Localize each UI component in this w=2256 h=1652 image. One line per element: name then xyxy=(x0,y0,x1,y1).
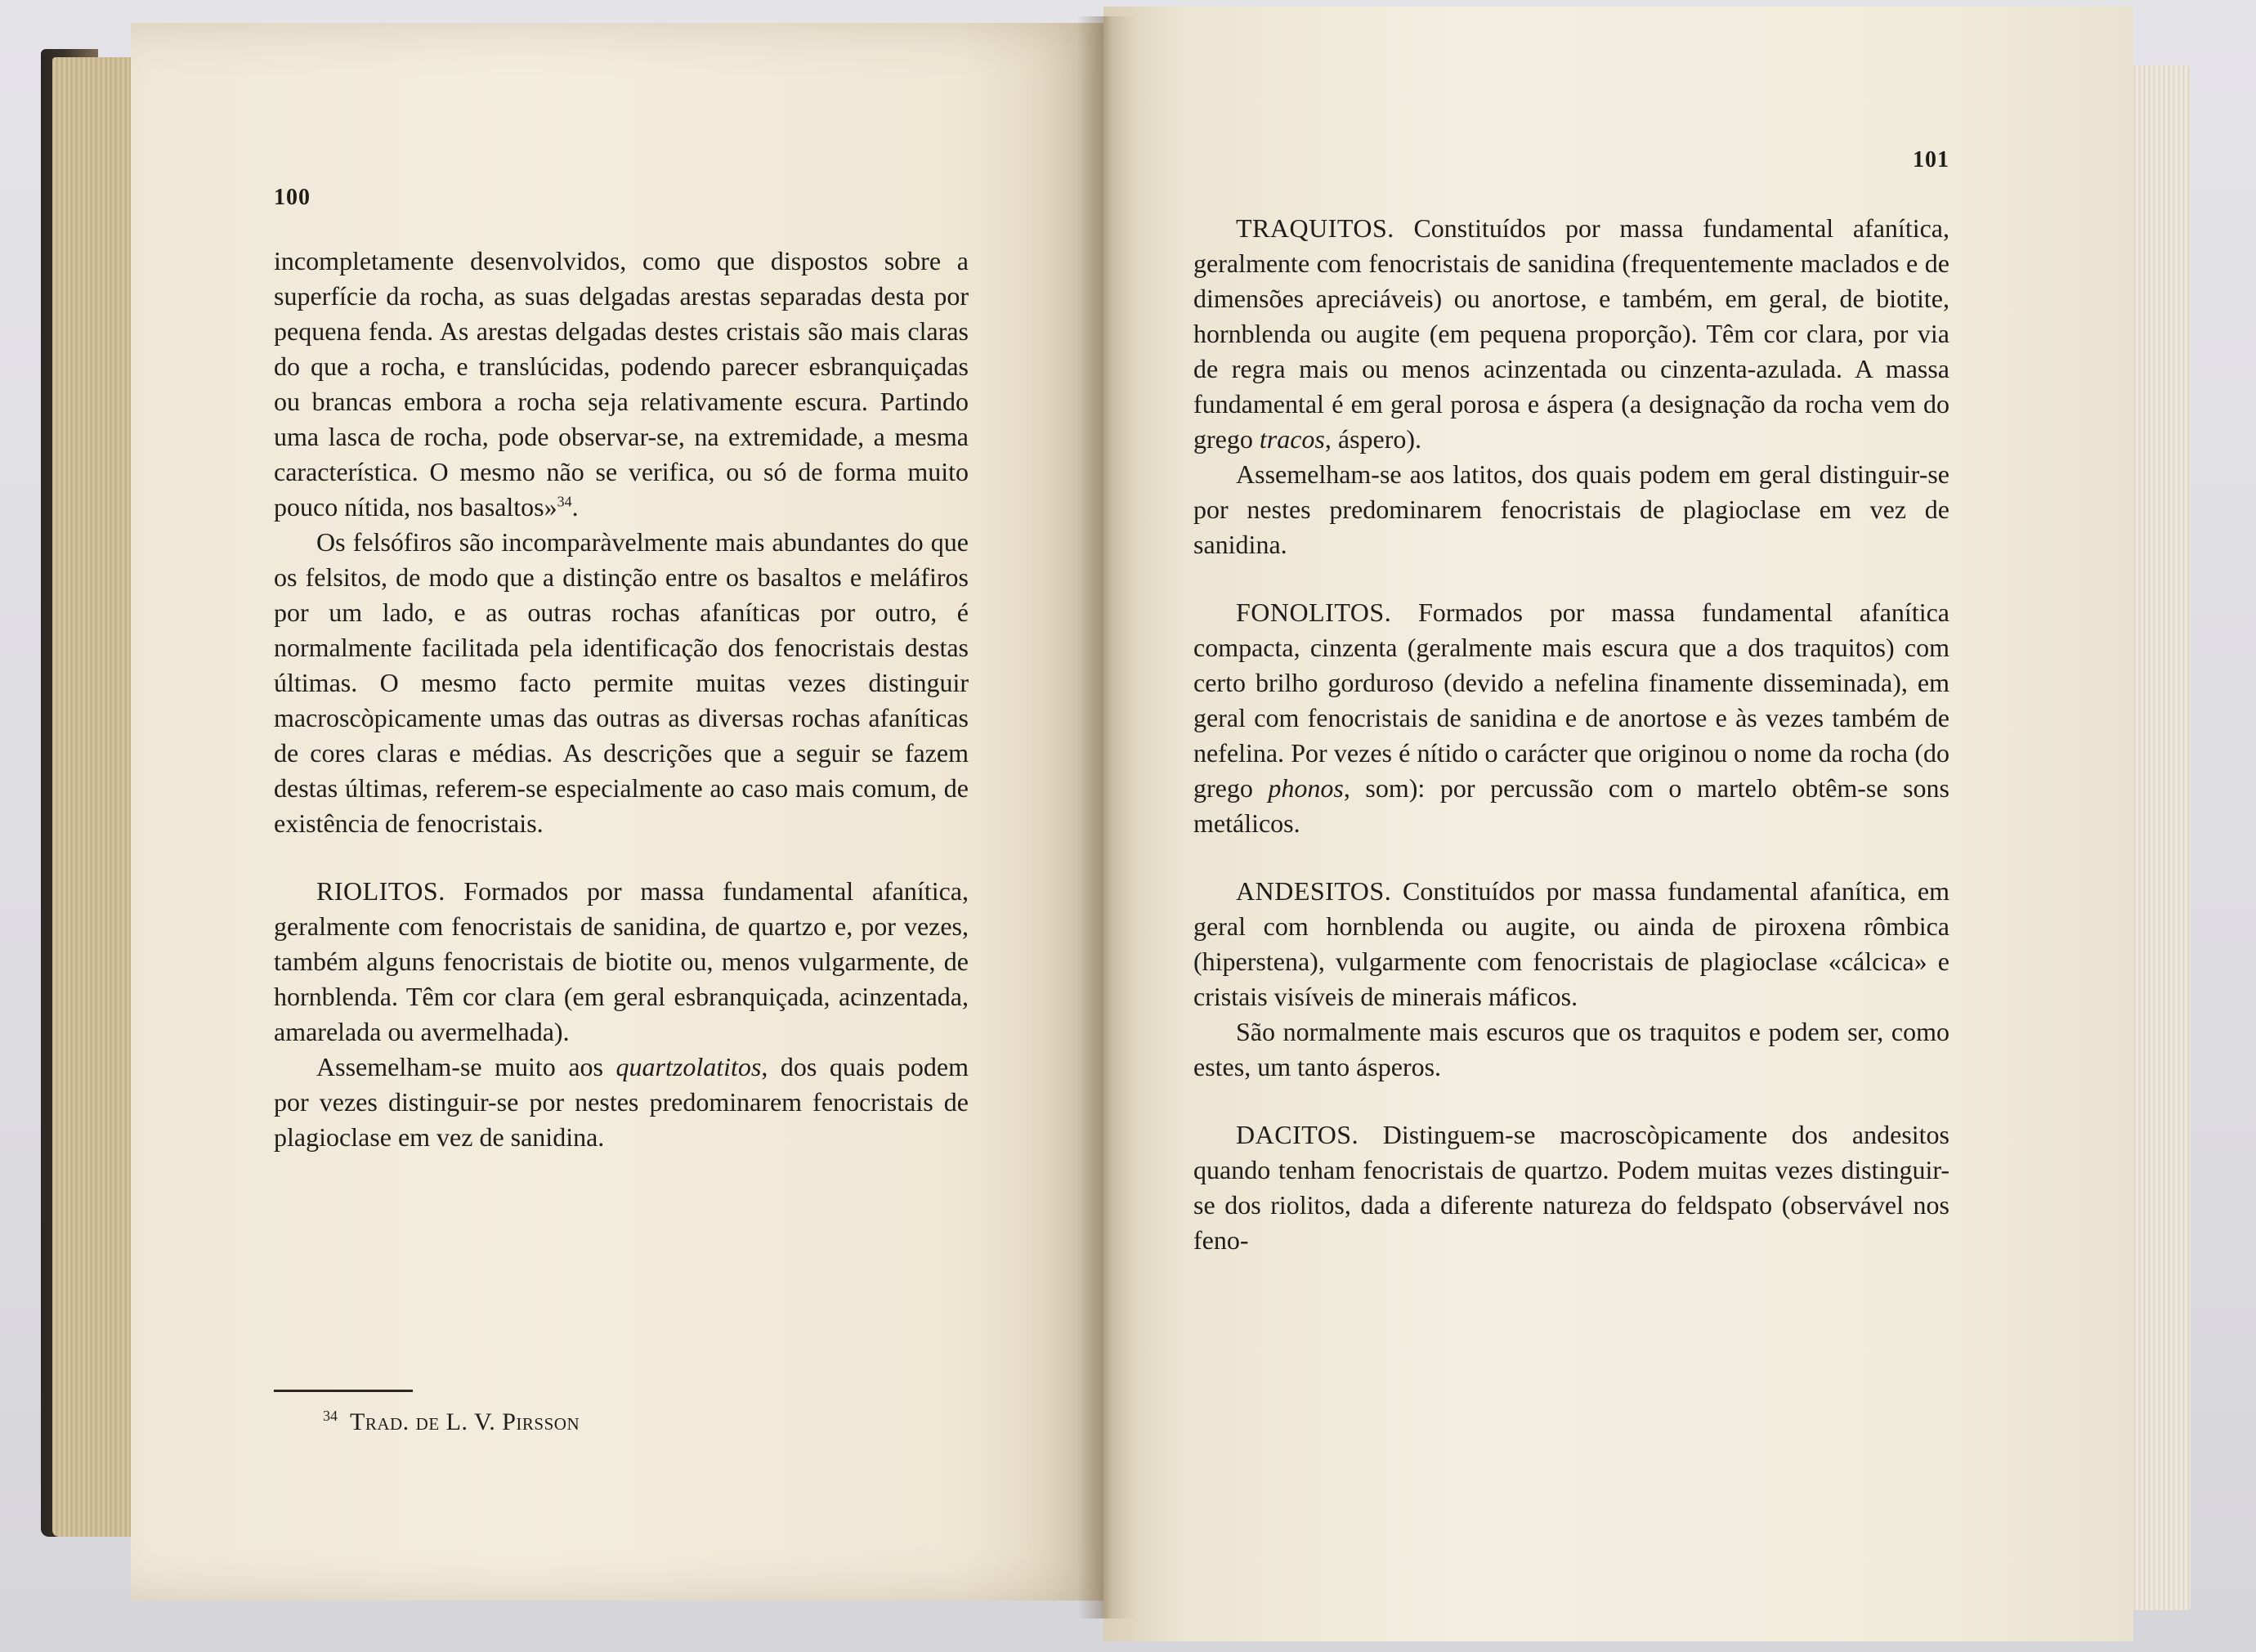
section-andesitos: ANDESITOS. Constituídos por massa fundamental afanítica, em geral com hornblenda ou augite, ou ainda de piroxena rômbica (hiperstena), vulgarmente com fenocristais de plagioclase «cálcica» e cristais visíveis de minerais máficos. xyxy=(1193,876,1950,1011)
footnote-rule xyxy=(274,1390,413,1392)
section-heading-andesitos: ANDESITOS. xyxy=(1236,876,1392,906)
section-heading-fonolitos: FONOLITOS. xyxy=(1236,598,1392,627)
page-edges-left xyxy=(52,57,131,1537)
left-page-body xyxy=(274,244,969,1155)
right-page xyxy=(1103,7,2133,1641)
footnote-reference: 34 xyxy=(557,493,572,510)
right-page-body xyxy=(1193,211,1949,1258)
paragraph-andesitos-comparison: São normalmente mais escuros que os traquitos e podem ser, como estes, um tanto ásperos. xyxy=(1193,1017,1949,1081)
book-spine-shadow xyxy=(1077,16,1135,1618)
page-number-right: 101 xyxy=(1913,147,1949,172)
footnote: $^{34}$ Trad. de L. V. Pirsson xyxy=(323,1408,580,1435)
page-number-left: 100 xyxy=(274,185,311,210)
paragraph-felsofiros: Os felsófiros são incomparàvelmente mais abundantes do que os felsitos, de modo que a distinção entre os basaltos e meláfiros por um lado, e as outras rochas afaníticas por outro, é normalmente facilitada pela identificação dos fenocristais destas últimas. O mesmo facto permite muitas vezes distinguir macroscòpicamente umas das outras as diversas rochas afaníticas de cores claras e médias. As descrições que a seguir se fazem destas últimas, referem-se especialmente ao caso mais comum, de existência de fenocristais. xyxy=(274,527,969,838)
section-heading-riolitos: RIOLITOS. xyxy=(316,876,445,906)
section-dacitos: DACITOS. Distinguem-se macroscòpicamente dos andesitos quando tenham fenocristais de quartzo. Podem muitas vezes distinguir-se dos riolitos, dada a diferente natureza do feldspato (observável nos feno- xyxy=(1193,1120,1949,1255)
left-page xyxy=(131,23,1103,1601)
section-riolitos: RIOLITOS. Formados por massa fundamental afanítica, geralmente com fenocristais de sanidina, de quartzo e, por vezes, também alguns fenocristais de biotite ou, menos vulgarmente, de hornblenda. Têm cor clara (em geral esbranquiçada, acinzentada, amarelada ou avermelhada). xyxy=(274,876,969,1046)
paragraph-traquitos-comparison: Assemelham-se aos latitos, dos quais podem em geral distinguir-se por nestes predominarem fenocristais de plagioclase em vez de sanidina. xyxy=(1193,459,1949,559)
section-fonolitos: FONOLITOS. Formados por massa fundamental afanítica compacta, cinzenta (geralmente mais escura que a dos traquitos) com certo brilho gorduroso (devido a nefelina finamente disseminada), em geral com fenocristais de sanidina e de anortose e às vezes também de nefelina. Por vezes é nítido o carácter que originou o nome da rocha (do grego phonos, som): por percussão com o martelo obtêm-se sons metálicos. xyxy=(1193,598,1950,838)
section-traquitos: TRAQUITOS. Constituídos por massa fundamental afanítica, geralmente com fenocristais de sanidina (frequentemente maclados e de dimensões apreciáveis) ou anortose, e também, em geral, de biotite, hornblenda ou augite (em pequena proporção). Têm cor clara, por via de regra mais ou menos acinzentada ou cinzenta-azulada. A massa fundamental é em geral porosa e áspera (a designação da rocha vem do grego tracos, áspero). xyxy=(1193,213,1950,454)
paragraph-continuation: incompletamente desenvolvidos, como que dispostos sobre a superfície da rocha, as suas delgadas arestas separadas desta por pequena fenda. As arestas delgadas destes cristais são mais claras do que a rocha, e translúcidas, podendo parecer esbranquiçadas ou brancas embora a rocha seja relativamente escura. Partindo uma lasca de rocha, pode observar-se, na extremidade, a mesma característica. O mesmo não se verifica, ou só de forma muito pouco nítida, nos basaltos»$^{34}$. xyxy=(274,246,969,522)
section-heading-traquitos: TRAQUITOS. xyxy=(1236,213,1394,243)
section-heading-dacitos: DACITOS. xyxy=(1236,1120,1359,1149)
page-edges-right xyxy=(2125,65,2191,1610)
paragraph-riolitos-comparison: Assemelham-se muito aos quartzolatitos, dos quais podem por vezes distinguir-se por nestes predominarem fenocristais de plagioclase em vez de sanidina. xyxy=(274,1052,969,1152)
